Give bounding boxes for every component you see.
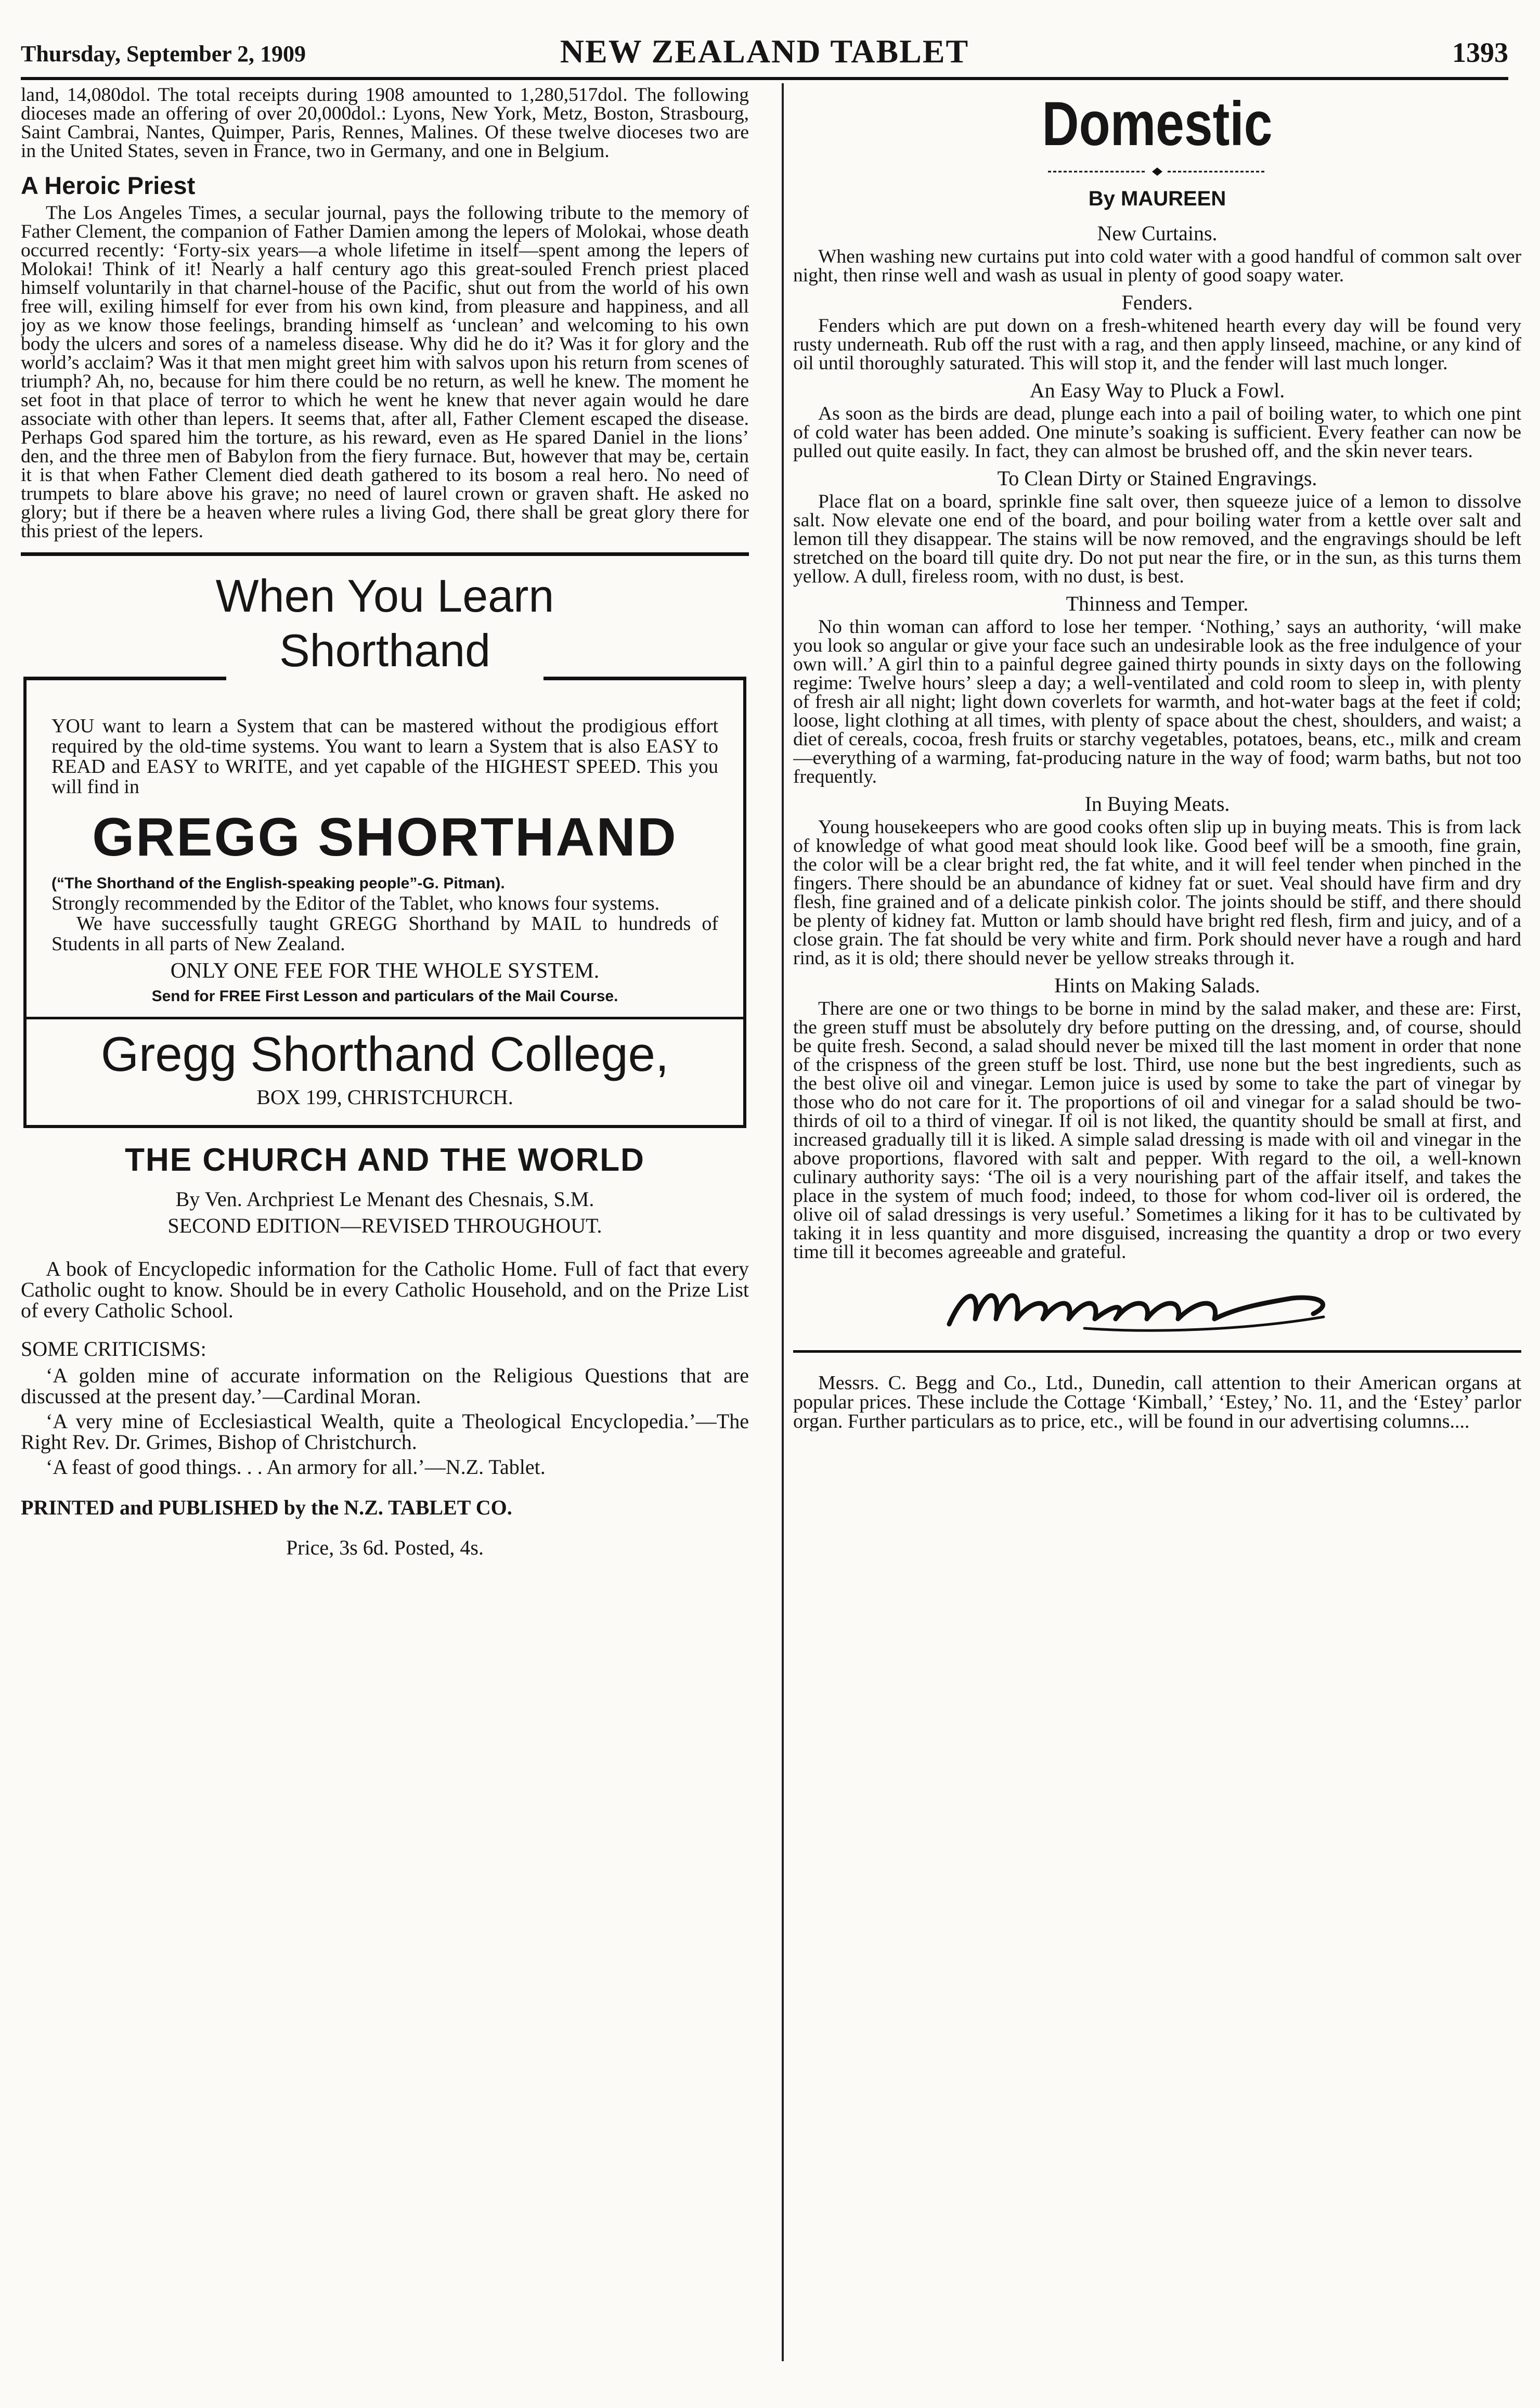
section-heading: To Clean Dirty or Stained Engravings. [997, 467, 1317, 490]
intro-paragraph: land, 14,080dol. The total receipts during 1908 amounted to 1,280,517dol. The following dioceses made an offering of over 20,000dol.: Lyons, New York, Metz, Boston, Strasbourg, Saint Cambrai, Nantes, Quimper, Paris, Rennes, Malines. Of these twelve dioceses two are in the United States, seven in France, two in Germany, and one in Belgium. [21, 86, 749, 162]
domestic-section-engravings [793, 466, 1521, 586]
ad-recommendation: Strongly recommended by the Editor of the Tablet, who knows four systems. [51, 892, 660, 914]
page-number: 1393 [1452, 37, 1508, 68]
shorthand-advertisement [21, 567, 749, 1128]
signature-icon [793, 1267, 1521, 1345]
notice-rule [793, 1350, 1521, 1353]
heroic-priest-heading: A Heroic Priest [21, 172, 196, 199]
section-body: Place flat on a board, sprinkle fine salt over, then squeeze juice of a lemon to dissolve salt. Now elevate one end of the board, and pour boiling water from a kettle over salt and lemon till they disappear. The stains will be now removed, and the engravings should be left stretched on the board till quite dry. Do not put near the fire, or in the sun, as this turns them yellow. A dull, fireless room, with no dust, is best. [793, 491, 1521, 587]
ornament-divider-icon [1048, 166, 1266, 177]
section-heading: Hints on Making Salads. [1054, 974, 1260, 997]
section-heading: An Easy Way to Pluck a Fowl. [1029, 379, 1285, 402]
church-world-author: By Ven. Archpriest Le Menant des Chesnais, S.M. [175, 1187, 594, 1211]
church-world-title: THE CHURCH AND THE WORLD [125, 1142, 645, 1178]
section-rule [21, 552, 749, 556]
section-heading: In Buying Meats. [1084, 792, 1230, 815]
newspaper-title: NEW ZEALAND TABLET [560, 33, 969, 70]
left-column [21, 86, 749, 1560]
criticism-2: ‘A very mine of Ecclesiastical Wealth, quite a Theological Encyclopedia.’—The Right Rev. Dr. Grimes, Bishop of Christchurch. [21, 1409, 749, 1454]
maureen-signature [793, 1267, 1521, 1345]
college-address: BOX 199, CHRISTCHURCH. [256, 1085, 513, 1109]
printed-published-line: PRINTED and PUBLISHED by the N.Z. TABLET CO. [21, 1496, 512, 1519]
church-world-edition: SECOND EDITION—REVISED THROUGHOUT. [167, 1214, 602, 1237]
domestic-section-curtains [793, 221, 1521, 285]
section-heading: Thinness and Temper. [1066, 592, 1249, 615]
ad-separator [27, 1017, 743, 1019]
section-body: No thin woman can afford to lose her temper. ‘Nothing,’ says an authority, ‘will make you look so angular or give your face such an undesirable look as the free indulgence of your own will.’ A girl thin to a painful degree gained thirty pounds in sixty days on the following regime: Twelve hours’ sleep a day; a well-ventilated and cold room to sleep in, with plenty of fresh air all night; light down coverlets for warmth, and hot-water bags at the feet if cold; loose, light clothing at all times, with plenty of space about the chest, shoulders, and waist; a diet of cereals, cocoa, fresh fruits or starchy vegetables, potatoes, beans, etc., milk and cream—everything of a warming, fat-producing nature in the way of food; warm baths, but not too frequently. [793, 616, 1521, 787]
header-date: Thursday, September 2, 1909 [21, 41, 306, 67]
book-price: Price, 3s 6d. Posted, 4s. [286, 1536, 484, 1559]
domestic-section-fenders [793, 290, 1521, 373]
criticism-1: ‘A golden mine of accurate information on the Religious Questions that are discussed at the present day.’—Cardinal Moran. [21, 1364, 749, 1408]
page-header [21, 25, 1508, 77]
section-body: As soon as the birds are dead, plunge each into a pail of boiling water, to which one pint of cold water has been added. One minute’s soaking is sufficient. Every feather can now be pulled out quite easily. In fact, they can almost be brushed off, and the skin never tears. [793, 403, 1521, 462]
right-column [793, 86, 1521, 1431]
ad-body: YOU want to learn a System that can be mastered without the prodigious effort required by the old-time systems. You want to learn a System that is also EASY to READ and EASY to WRITE, and yet capable of the HIGHEST SPEED. This you will find in [51, 715, 718, 798]
domestic-section-meats [793, 792, 1521, 968]
section-body: There are one or two things to be borne in mind by the salad maker, and these are: First, the green stuff must be absolutely dry before putting on the dressing, and, of course, should be quite fresh. Second, a salad should never be mixed till the last moment in order that none of the crispness of the green stuff be lost. Third, use none but the best ingredients, such as the best olive oil and vinegar. Lemon juice is used by some to take the part of vinegar by those who do not care for it. The proportions of oil and vinegar for a salad should be two-thirds of oil to a third of vinegar. If oil is not liked, the quantity should be small at first, and increased gradually till it is liked. A simple salad dressing is made with oil and vinegar in the above proportions, flavored with salt and pepper. With regard to the oil, a well-known culinary authority says: ‘The oil is a very nourishing part of the affair itself, and takes the place in the system of much food; indeed, to those for whom cod-liver oil is ordered, the olive oil of salad dressings is very useful.’ Sometimes a liking for it has to be cultivated by taking it in less quantity and more disguised, increasing the quantity a drop or two every time till it becomes agreeable and grateful. [793, 998, 1521, 1263]
domestic-section-salads [793, 973, 1521, 1262]
section-heading: Fenders. [1121, 291, 1193, 314]
criticism-3: ‘A feast of good things. . . An armory for all.’—N.Z. Tablet. [46, 1455, 546, 1479]
begg-organ-notice: Messrs. C. Begg and Co., Ltd., Dunedin, call attention to their American organs at popular prices. These include the Cottage ‘Kimball,’ ‘Estey,’ No. 11, and the ‘Estey’ parlor organ. Further particulars as to price, etc., will be found in our advertising columns.... [793, 1372, 1521, 1431]
section-body: Fenders which are put down on a fresh-whitened hearth every day will be found very rusty underneath. Rub off the rust with a rag, and then apply linseed, machine, or any kind of oil until thoroughly saturated. This will stop it, and the fender will last much longer. [793, 315, 1521, 374]
domestic-title: Domestic [1042, 89, 1273, 159]
ad-heading-line2: Shorthand [279, 625, 491, 676]
header-rule [21, 77, 1508, 80]
section-body: Young housekeepers who are good cooks often slip up in buying meats. This is from lack of knowledge of what good meat should look like. Good beef will be a smooth, fine grain, the color will be a clear bright red, the fat white, and it will feel tender when pinched in the fingers. There should be an abundance of kidney fat or suet. Veal should have firm and dry flesh, fine grained and of a delicate pinkish color. The joints should be stiff, and there should be plenty of kidney fat. Mutton or lamb should have bright red flesh, firm and juicy, and of a close grain. The fat should be very white and firm. Pork should never have a rough and hard rind, as it is old; there should never be yellow streaks through it. [793, 817, 1521, 969]
domestic-byline: By MAUREEN [1088, 187, 1226, 210]
column-divider [782, 83, 784, 2361]
section-body: When washing new curtains put into cold water with a good handful of common salt over night, then rinse well and wash as usual in plenty of good soapy water. [793, 246, 1521, 286]
criticisms-label: SOME CRITICISMS: [21, 1337, 206, 1361]
domestic-section-pluck-fowl [793, 378, 1521, 461]
gregg-college-name: Gregg Shorthand College, [100, 1027, 669, 1081]
ornament-rule [793, 158, 1521, 182]
ad-pitman-quote: (“The Shorthand of the English-speaking people”-G. Pitman). [51, 875, 505, 892]
ad-taught: We have successfully taught GREGG Shorthand by MAIL to hundreds of Students in all parts of New Zealand. [51, 913, 718, 955]
domestic-section-thinness [793, 591, 1521, 786]
ad-heading-line1: When You Learn [215, 570, 554, 622]
gregg-shorthand-brand: GREGG SHORTHAND [92, 807, 678, 868]
ad-box [23, 701, 746, 1128]
heroic-priest-article: The Los Angeles Times, a secular journal, pays the following tribute to the memory of Father Clement, the companion of Father Damien among the lepers of Molokai, whose death occurred recently: ‘Forty-six years—a whole lifetime in itself—spent among the lepers of Molokai! Think of it! Nearly a half century ago this great-souled French priest placed himself voluntarily in that charnel-house of the Pacific, shut out from the world of his own free will, exiling himself for ever from his own kind, from pleasure and happiness, and all joy as we know those feelings, branding himself as ‘unclean’ and welcoming to his own body the ulcers and sores of a nameless disease. Why did he do it? Was it for glory and the world’s acclaim? Was it that men might greet him with salvos upon his return from scenes of triumph? Ah, no, because for him there could be no return, as well he knew. The moment he set foot in that place of terror to which he went he knew that never again would he dare associate with other than lepers. It seems that, after all, Father Clement escaped the disease. Perhaps God spared him the torture, as his reward, even as He spared Daniel in the lions’ den, and the three men of Babylon from the fiery furnace. But, however that may be, certain it is that when Father Clement died death gathered to its bosom a real hero. No need of trumpets to blare above his grave; no need of laurel crown or graven shaft. He asked no glory; but if there be a heaven where rules a living God, there shall be great glory there for this priest of the lepers. [21, 202, 749, 542]
ad-box-top-border [23, 677, 746, 681]
ad-send-free-lesson: Send for FREE First Lesson and particulars of the Mail Course. [151, 988, 618, 1005]
section-heading: New Curtains. [1097, 222, 1218, 245]
church-world-description: A book of Encyclopedic information for the Catholic Home. Full of fact that every Catholic ought to know. Should be in every Catholic Household, and on the Prize List of every Catholic School. [21, 1257, 749, 1322]
ad-fee: ONLY ONE FEE FOR THE WHOLE SYSTEM. [170, 959, 600, 983]
